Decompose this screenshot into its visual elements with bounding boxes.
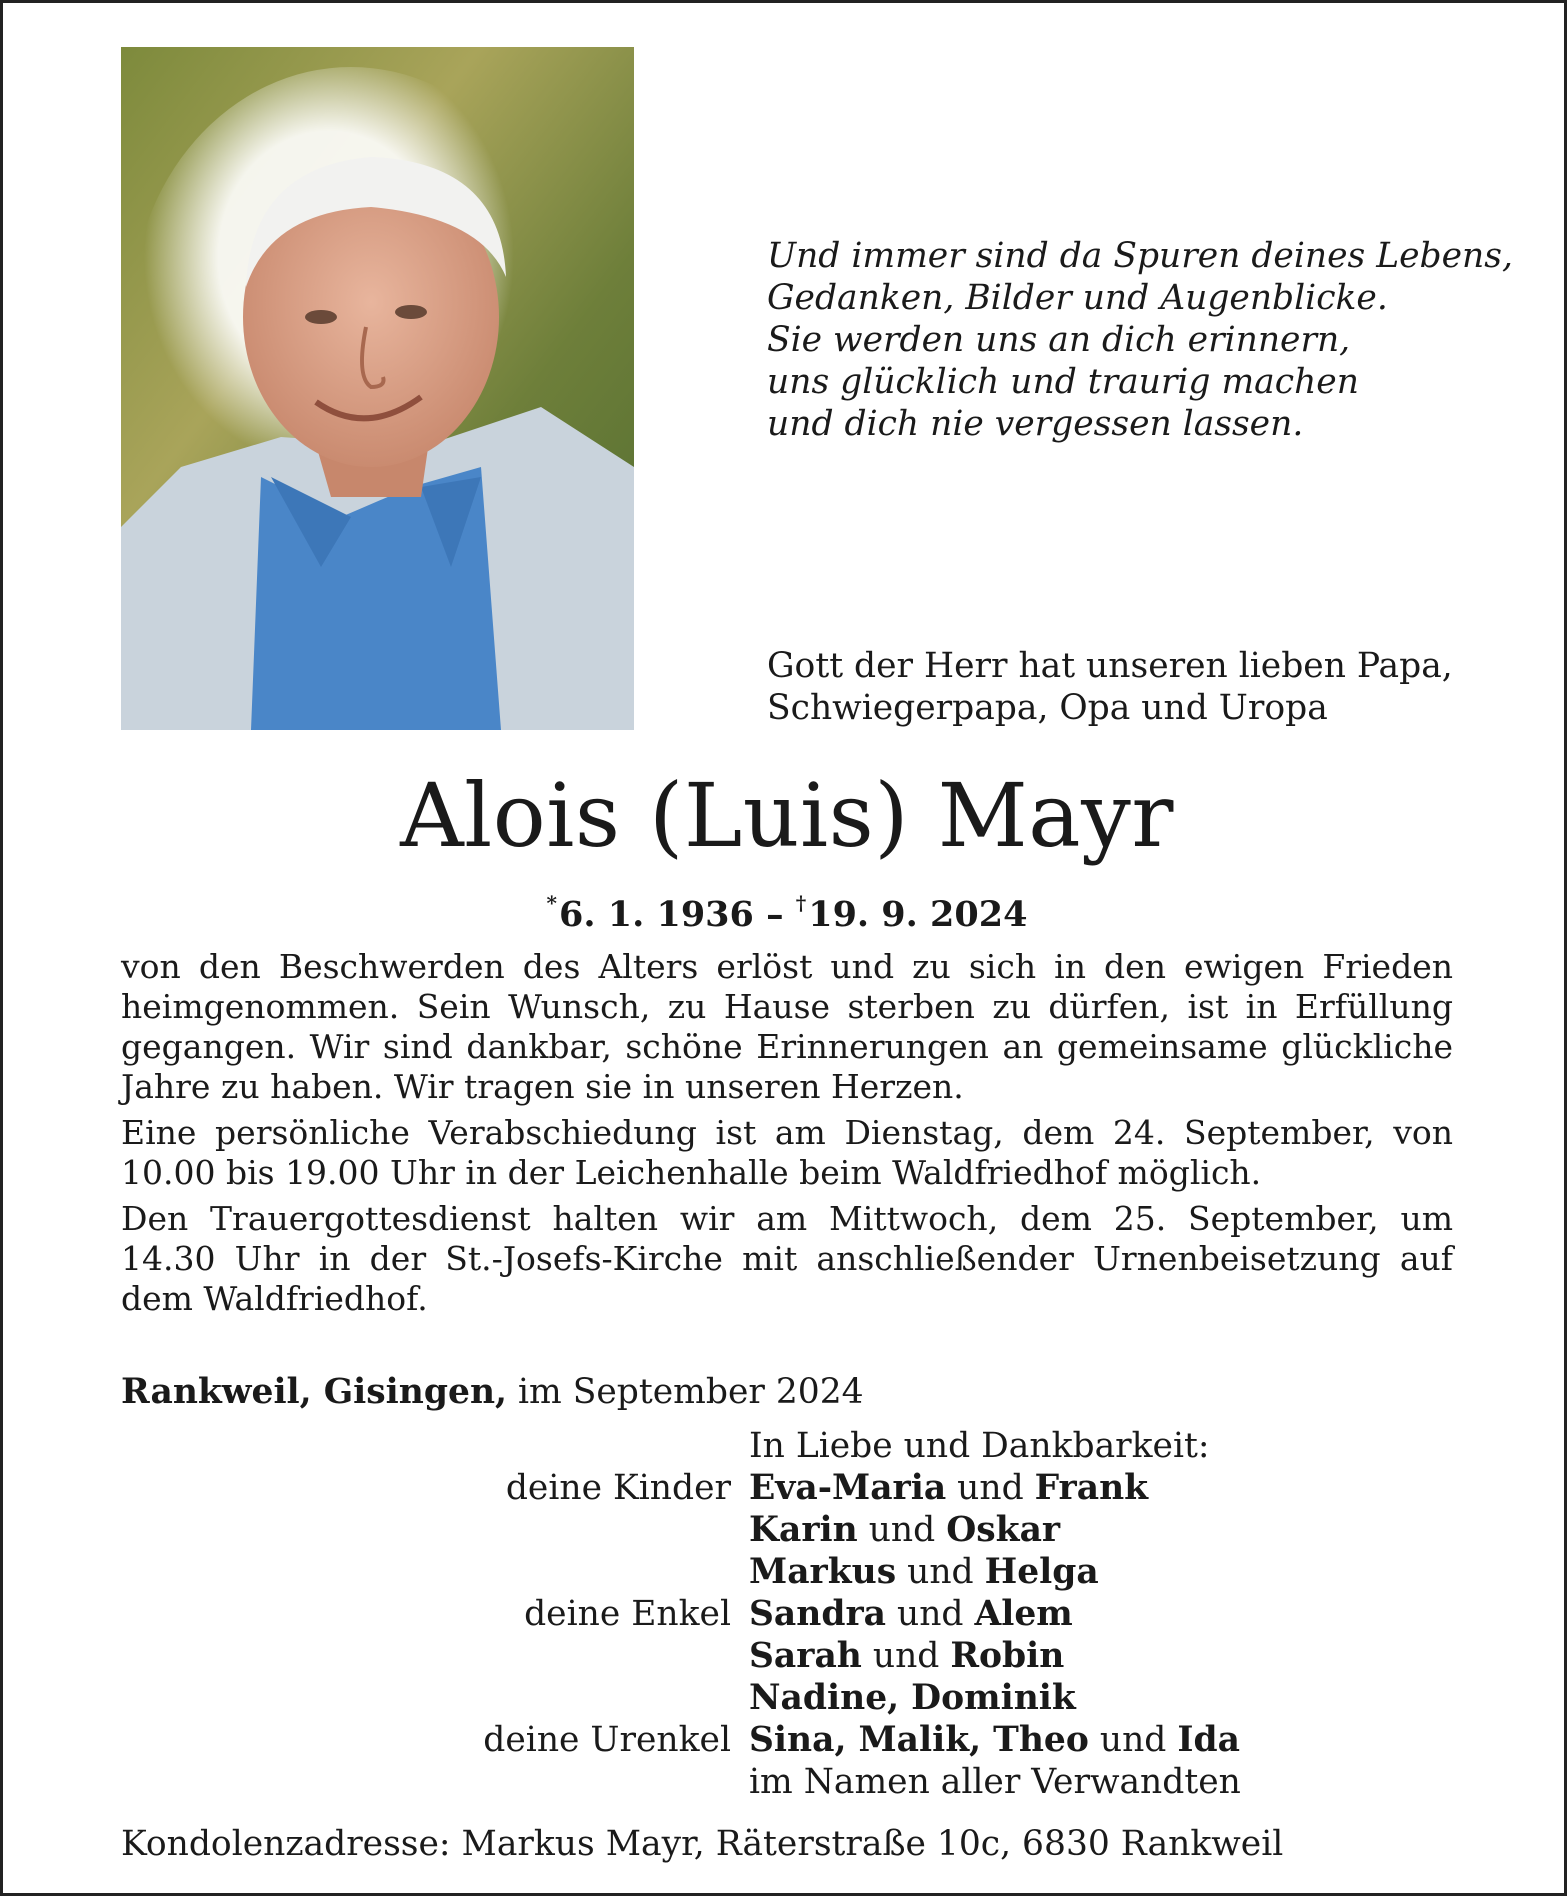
signers-footer: im Namen aller Verwandten — [749, 1762, 1241, 1802]
mourner-row — [121, 1719, 1453, 1761]
mourner-row — [121, 1635, 1453, 1677]
mourner-row — [121, 1551, 1453, 1593]
mourner-name: Karin — [749, 1510, 858, 1550]
announcement-body — [121, 947, 1453, 1325]
mourner-row — [121, 1677, 1453, 1719]
conjunction: und — [1099, 1720, 1167, 1760]
mourner-name: Ida — [1177, 1720, 1240, 1760]
mourner-name: Frank — [1034, 1468, 1149, 1508]
mourners-list — [121, 1425, 1453, 1803]
mourner-name: Nadine, Dominik — [749, 1678, 1076, 1718]
mourner-row — [121, 1467, 1453, 1509]
mourner-row — [121, 1509, 1453, 1551]
group-label-kinder: deine Kinder — [505, 1468, 731, 1508]
body-paragraph: Eine persönliche Verabschiedung ist am Dienstag, dem 24. September, von 10.00 bis 19.00 Uhr in der Leichenhalle beim Waldfriedhof möglich. — [121, 1113, 1453, 1192]
conjunction: und — [896, 1594, 964, 1634]
death-symbol: † — [795, 891, 807, 915]
condolence-address: Kondolenzadresse: Markus Mayr, Räterstraße 10c, 6830 Rankweil — [121, 1824, 1284, 1864]
intro-line: Schwiegerpapa, Opa und Uropa — [767, 688, 1328, 728]
signers-header: In Liebe und Dankbarkeit: — [749, 1426, 1210, 1466]
conjunction: und — [872, 1636, 940, 1676]
mourner-name: Sina, Malik, Theo — [749, 1720, 1089, 1760]
mourner-name: Markus — [749, 1552, 897, 1592]
group-label-urenkel: deine Urenkel — [483, 1720, 731, 1760]
group-label-enkel: deine Enkel — [524, 1594, 731, 1634]
signers-header-row — [121, 1425, 1453, 1467]
conjunction: und — [868, 1510, 936, 1550]
deceased-name: Alois (Luis) Mayr — [400, 764, 1174, 867]
poem-line: Sie werden uns an dich erinnern, — [767, 320, 1351, 360]
life-dates — [121, 880, 1453, 938]
mourner-name: Helga — [984, 1552, 1099, 1592]
date-separator: – — [766, 894, 784, 935]
memorial-poem — [767, 235, 1513, 445]
place-and-date — [121, 1371, 1453, 1413]
announcement-intro — [767, 645, 1487, 729]
poem-line: Gedanken, Bilder und Augenblicke. — [767, 278, 1388, 318]
mourner-row — [121, 1593, 1453, 1635]
poem-line: uns glücklich und traurig machen — [767, 362, 1359, 402]
place: Rankweil, Gisingen, — [121, 1372, 508, 1412]
death-date: 19. 9. 2024 — [808, 894, 1028, 935]
intro-line: Gott der Herr hat unseren lieben Papa, — [767, 646, 1453, 686]
body-paragraph: Den Trauergottesdienst halten wir am Mittwoch, dem 25. September, um 14.30 Uhr in der St.-Josefs-Kirche mit anschließender Urnenbeisetzung auf dem Waldfriedhof. — [121, 1199, 1453, 1318]
portrait-photo — [121, 47, 634, 730]
body-paragraph: von den Beschwerden des Alters erlöst und zu sich in den ewigen Frieden heimgenommen. Sein Wunsch, zu Hause sterben zu dürfen, ist in Erfüllung gegangen. Wir sind dankbar, schöne Erinnerungen an gemeinsame glückliche Jahre zu haben. Wir tragen sie in unseren Herzen. — [121, 947, 1453, 1106]
mourner-name: Alem — [974, 1594, 1073, 1634]
mourner-name: Robin — [950, 1636, 1065, 1676]
poem-line: Und immer sind da Spuren deines Lebens, — [767, 236, 1513, 276]
birth-date: 6. 1. 1936 — [559, 894, 754, 935]
announcement-date: im September 2024 — [518, 1372, 864, 1412]
poem-line: und dich nie vergessen lassen. — [767, 404, 1304, 444]
mourner-name: Eva-Maria — [749, 1468, 947, 1508]
signers-footer-row — [121, 1761, 1453, 1803]
mourner-name: Sandra — [749, 1594, 887, 1634]
mourner-name: Oskar — [946, 1510, 1061, 1550]
mourner-name: Sarah — [749, 1636, 862, 1676]
conjunction: und — [907, 1552, 974, 1592]
birth-symbol: * — [546, 891, 558, 915]
conjunction: und — [957, 1468, 1024, 1508]
